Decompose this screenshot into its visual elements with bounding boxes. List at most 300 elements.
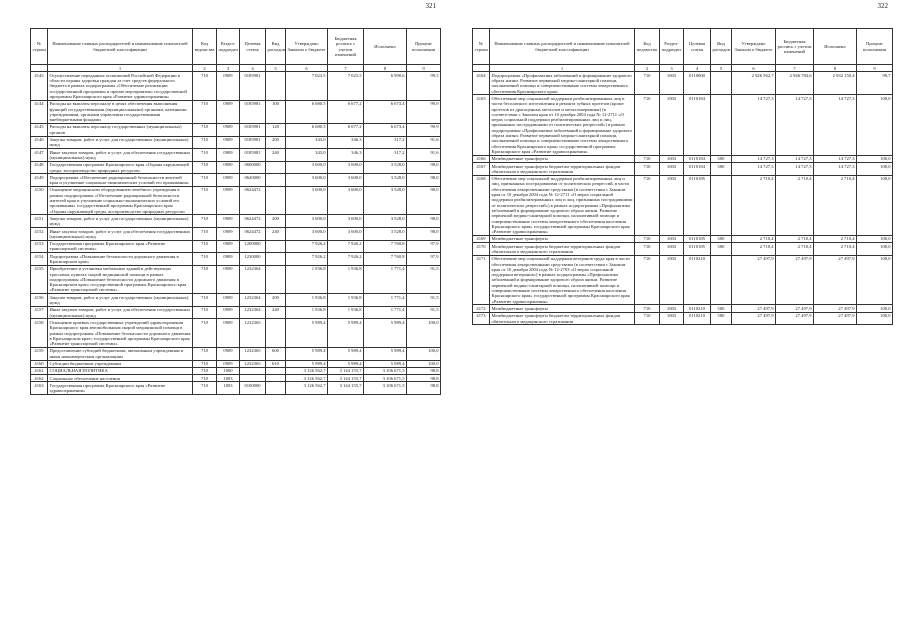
table-row bbox=[31, 382, 441, 395]
execution-percent: 99,5 bbox=[407, 72, 441, 100]
row-name: Государственная программа Красноярского края «Охрана окружающей среды, воспроизводство природных ресурсов» bbox=[48, 161, 193, 174]
row-name: Межбюджетные трансферты bbox=[490, 155, 635, 162]
table-row bbox=[473, 255, 893, 305]
row-name: Расходы на выплаты персоналу в целях обеспечения выполнения функций государственными (муниципальными) органами, казенными учреждениями, органами управления государственными внебюджетными фондами bbox=[48, 100, 193, 123]
executed-amount: 1 771,4 bbox=[364, 294, 407, 307]
budget-amount: 5 989,4 bbox=[328, 347, 364, 360]
approved-amount: 1 936,8 bbox=[286, 294, 328, 307]
budget-amount: 3 600,0 bbox=[328, 215, 364, 228]
table-row bbox=[473, 95, 893, 155]
target-item bbox=[240, 367, 266, 374]
executed-amount: 2 710,4 bbox=[814, 243, 857, 256]
column-index: 4 bbox=[240, 65, 266, 72]
row-name: Государственная программа Красноярского края «Развитие транспортной системы» bbox=[48, 240, 193, 253]
executed-amount: 7 760,8 bbox=[364, 240, 407, 253]
row-number: 4162 bbox=[31, 375, 48, 382]
target-item: 0620000 bbox=[240, 174, 266, 187]
budget-amount: 27 497,9 bbox=[776, 255, 814, 305]
row-number: 4153 bbox=[31, 240, 48, 253]
expense-type bbox=[711, 255, 732, 305]
approved-amount: 5 989,4 bbox=[286, 347, 328, 360]
dept-code: 710 bbox=[635, 255, 660, 305]
dept-code: 710 bbox=[635, 235, 660, 242]
column-header: Бюджетная роспись с учетом изменений bbox=[328, 29, 364, 65]
approved-amount: 3 126 562,7 bbox=[286, 375, 328, 382]
target-item: 0185981 bbox=[240, 100, 266, 123]
table-body bbox=[31, 72, 441, 395]
dept-code: 710 bbox=[193, 306, 217, 319]
dept-code: 710 bbox=[193, 72, 217, 100]
section-code: 1003 bbox=[660, 312, 684, 325]
column-index: 6 bbox=[732, 65, 776, 72]
column-index: 5 bbox=[266, 65, 286, 72]
executed-amount: 5 989,4 bbox=[364, 347, 407, 360]
approved-amount: 343,0 bbox=[286, 136, 328, 149]
target-item: 0185981 bbox=[240, 136, 266, 149]
budget-amount: 2 710,4 bbox=[776, 243, 814, 256]
executed-amount: 3 528,0 bbox=[364, 161, 407, 174]
section-code: 1003 bbox=[660, 175, 684, 235]
expense-type: 200 bbox=[266, 294, 286, 307]
target-item: 1230000 bbox=[240, 253, 266, 266]
expense-type: 200 bbox=[266, 215, 286, 228]
row-name: Осуществление переданных полномочий Российской Федерации в области охраны здоровья граждан за счет средств федерального бюджета в рамках подпрограммы «Обеспечение реализации государственной программы и прочие мероприятия» государственной программы Красноярского края «Развитие здравоохранения» bbox=[48, 72, 193, 100]
dept-code: 710 bbox=[193, 253, 217, 266]
approved-amount: 5 989,4 bbox=[286, 360, 328, 367]
section-code: 0909 bbox=[217, 265, 240, 293]
section-code: 0909 bbox=[217, 123, 240, 136]
section-code: 0909 bbox=[217, 149, 240, 162]
right-page bbox=[472, 2, 892, 325]
row-number: 4173 bbox=[473, 312, 490, 325]
section-code: 0909 bbox=[217, 215, 240, 228]
dept-code: 710 bbox=[193, 161, 217, 174]
approved-amount: 5 989,4 bbox=[286, 319, 328, 347]
approved-amount: 2 926 562,7 bbox=[732, 72, 776, 95]
table-row bbox=[31, 367, 441, 374]
expense-type bbox=[266, 186, 286, 214]
column-index: 4 bbox=[684, 65, 711, 72]
target-item: 0110185 bbox=[684, 235, 711, 242]
target-item: 1232365 bbox=[240, 319, 266, 347]
table-row bbox=[31, 375, 441, 382]
dept-code: 710 bbox=[635, 163, 660, 176]
section-code: 0909 bbox=[217, 100, 240, 123]
execution-percent: 97,9 bbox=[407, 253, 441, 266]
column-header: Исполнено bbox=[364, 29, 407, 65]
executed-amount: 6 673,4 bbox=[364, 100, 407, 123]
expense-type bbox=[266, 367, 286, 374]
execution-percent: 98,8 bbox=[407, 375, 441, 382]
row-number: 4147 bbox=[31, 149, 48, 162]
approved-amount: 2 710,4 bbox=[732, 175, 776, 235]
column-index: 6 bbox=[286, 65, 328, 72]
target-item: 0110210 bbox=[684, 312, 711, 325]
budget-amount: 5 989,4 bbox=[328, 360, 364, 367]
row-number: 4148 bbox=[31, 161, 48, 174]
target-item: 0110185 bbox=[684, 175, 711, 235]
budget-amount: 3 600,0 bbox=[328, 161, 364, 174]
row-number: 4163 bbox=[31, 382, 48, 395]
budget-amount: 3 600,0 bbox=[328, 174, 364, 187]
table-row bbox=[31, 319, 441, 347]
executed-amount: 5 989,4 bbox=[364, 360, 407, 367]
row-number: 4170 bbox=[473, 243, 490, 256]
table-row bbox=[31, 360, 441, 367]
executed-amount: 3 528,0 bbox=[364, 186, 407, 214]
executed-amount: 27 497,9 bbox=[814, 255, 857, 305]
execution-percent: 100,0 bbox=[407, 319, 441, 347]
row-number: 4166 bbox=[473, 155, 490, 162]
target-item: 0185981 bbox=[240, 123, 266, 136]
row-name: Социальное обеспечение населения bbox=[48, 375, 193, 382]
budget-amount: 3 144 155,7 bbox=[328, 382, 364, 395]
dept-code: 710 bbox=[193, 228, 217, 241]
target-item: 1232364 bbox=[240, 306, 266, 319]
execution-percent: 99,9 bbox=[407, 123, 441, 136]
column-header: Наименование главных распорядителей и наименование показателей бюджетной классификации bbox=[490, 29, 635, 65]
table-row bbox=[31, 100, 441, 123]
executed-amount: 27 497,9 bbox=[814, 312, 857, 325]
section-code: 0909 bbox=[217, 319, 240, 347]
expense-type: 240 bbox=[266, 306, 286, 319]
budget-amount: 1 936,8 bbox=[328, 265, 364, 293]
target-item: 0624472 bbox=[240, 228, 266, 241]
section-code: 0909 bbox=[217, 306, 240, 319]
expense-type bbox=[266, 161, 286, 174]
row-number: 4156 bbox=[31, 294, 48, 307]
dept-code: 710 bbox=[193, 215, 217, 228]
budget-amount: 14 727,3 bbox=[776, 95, 814, 155]
execution-percent: 98,0 bbox=[407, 161, 441, 174]
budget-amount: 3 600,0 bbox=[328, 186, 364, 214]
executed-amount: 7 760,8 bbox=[364, 253, 407, 266]
budget-table-right bbox=[472, 28, 893, 325]
approved-amount: 1 936,8 bbox=[286, 265, 328, 293]
row-name: Предоставление субсидий бюджетным, автономным учреждениям и иным некоммерческим организациям bbox=[48, 347, 193, 360]
row-number: 4149 bbox=[31, 174, 48, 187]
table-row bbox=[473, 163, 893, 176]
expense-type bbox=[711, 175, 732, 235]
table-row bbox=[31, 215, 441, 228]
column-index: 7 bbox=[776, 65, 814, 72]
budget-amount: 2 710,4 bbox=[776, 175, 814, 235]
target-item: 0110000 bbox=[684, 72, 711, 95]
row-name: Подпрограмма «Повышение безопасности дорожного движения в Красноярском крае» bbox=[48, 253, 193, 266]
approved-amount: 3 600,0 bbox=[286, 161, 328, 174]
executed-amount: 14 727,3 bbox=[814, 163, 857, 176]
section-code: 1003 bbox=[660, 235, 684, 242]
row-number: 4165 bbox=[473, 95, 490, 155]
execution-percent: 98,8 bbox=[407, 367, 441, 374]
target-item: 0100000 bbox=[240, 382, 266, 395]
dept-code: 710 bbox=[193, 100, 217, 123]
table-header-row bbox=[31, 29, 441, 65]
row-name: Государственная программа Красноярского края «Развитие здравоохранения» bbox=[48, 382, 193, 395]
row-number: 4155 bbox=[31, 265, 48, 293]
row-number: 4168 bbox=[473, 175, 490, 235]
budget-amount: 1 936,8 bbox=[328, 306, 364, 319]
executed-amount: 3 528,0 bbox=[364, 174, 407, 187]
column-header: № строки bbox=[473, 29, 490, 65]
approved-amount: 6 680,5 bbox=[286, 100, 328, 123]
table-row bbox=[31, 306, 441, 319]
row-number: 4161 bbox=[31, 367, 48, 374]
table-row bbox=[473, 305, 893, 312]
table-row bbox=[31, 123, 441, 136]
execution-percent: 98,0 bbox=[407, 174, 441, 187]
dept-code: 710 bbox=[193, 294, 217, 307]
row-name: Обеспечение мер социальной поддержки реабилитированных лиц и лиц, признанных пострадавшими от политических репрессий, в части обеспечения лекарственными средствами (в соответствии с Законом края от 10 декабря 2004 года № 12-2711 «О мерах социальной поддержки реабилитированных лиц и лиц, признанных пострадавшими от политических репрессий») в рамках подпрограммы «Профилактика заболеваний и формирование здорового образа жизни. Развитие первичной медико-санитарной помощи, паллиативной помощи и совершенствование системы лекарственного обеспечения населения Красноярского края» государственной программы Красноярского края «Развитие здравоохранения» bbox=[490, 175, 635, 235]
row-name: Оснащение медицинским оборудованием лечебного учреждения в рамках подпрограммы «Обеспечение радиационной безопасности жителей края и улучшение социально-экономических условий его проживания» государственной программы Красноярского края «Охрана окружающей среды, воспроизводство природных ресурсов» bbox=[48, 186, 193, 214]
executed-amount: 3 528,0 bbox=[364, 228, 407, 241]
budget-amount: 14 727,3 bbox=[776, 163, 814, 176]
column-index bbox=[473, 65, 490, 72]
executed-amount: 3 528,0 bbox=[364, 215, 407, 228]
approved-amount: 7 926,2 bbox=[286, 253, 328, 266]
section-code: 0909 bbox=[217, 161, 240, 174]
section-code: 0909 bbox=[217, 174, 240, 187]
approved-amount: 3 600,0 bbox=[286, 186, 328, 214]
dept-code: 710 bbox=[635, 243, 660, 256]
executed-amount: 3 106 671,5 bbox=[364, 382, 407, 395]
executed-amount: 1 771,4 bbox=[364, 265, 407, 293]
approved-amount: 3 600,0 bbox=[286, 228, 328, 241]
column-index: 1 bbox=[48, 65, 193, 72]
table-index-row bbox=[473, 65, 893, 72]
execution-percent: 98,0 bbox=[407, 228, 441, 241]
row-name: Оснащение краевых государственных учреждений здравоохранения Красноярского края автомобильным скорой медицинской помощи в рамках подпрограммы «Повышение безопасности дорожного движения в Красноярском крае» государственной программы Красноярского края «Развитие транспортной системы» bbox=[48, 319, 193, 347]
executed-amount: 14 727,3 bbox=[814, 155, 857, 162]
section-code: 1003 bbox=[660, 255, 684, 305]
row-number: 4158 bbox=[31, 319, 48, 347]
dept-code: 710 bbox=[635, 305, 660, 312]
expense-type bbox=[266, 174, 286, 187]
target-item: 1232365 bbox=[240, 360, 266, 367]
approved-amount: 7 023,5 bbox=[286, 72, 328, 100]
section-code: 0909 bbox=[217, 253, 240, 266]
row-number: 4169 bbox=[473, 235, 490, 242]
dept-code: 710 bbox=[635, 175, 660, 235]
column-header: Утверждено Законом о бюджете bbox=[286, 29, 328, 65]
dept-code: 710 bbox=[193, 149, 217, 162]
column-header: Код ведомства bbox=[193, 29, 217, 65]
approved-amount: 3 600,0 bbox=[286, 174, 328, 187]
budget-amount: 3 144 155,7 bbox=[328, 367, 364, 374]
target-item: 0110184 bbox=[684, 163, 711, 176]
column-index: 5 bbox=[711, 65, 732, 72]
row-name: Закупка товаров, работ и услуг для государственных (муниципальных) нужд bbox=[48, 294, 193, 307]
row-number: 4145 bbox=[31, 123, 48, 136]
target-item: 0110184 bbox=[684, 155, 711, 162]
budget-amount: 3 144 155,7 bbox=[328, 375, 364, 382]
section-code: 1003 bbox=[660, 95, 684, 155]
column-header: Вид расходов bbox=[266, 29, 286, 65]
table-row bbox=[473, 155, 893, 162]
column-index: 2 bbox=[193, 65, 217, 72]
budget-amount: 7 023,5 bbox=[328, 72, 364, 100]
execution-percent: 100,0 bbox=[407, 347, 441, 360]
dept-code: 710 bbox=[193, 382, 217, 395]
expense-type bbox=[266, 253, 286, 266]
budget-amount: 2 710,4 bbox=[776, 235, 814, 242]
expense-type bbox=[266, 240, 286, 253]
approved-amount: 27 497,9 bbox=[732, 312, 776, 325]
left-page bbox=[30, 2, 440, 395]
dept-code: 710 bbox=[193, 360, 217, 367]
dept-code: 710 bbox=[193, 347, 217, 360]
dept-code: 710 bbox=[193, 375, 217, 382]
column-index: 8 bbox=[364, 65, 407, 72]
row-name: Иные закупки товаров, работ и услуг для обеспечения государственных (муниципальных) нужд bbox=[48, 306, 193, 319]
table-row bbox=[31, 265, 441, 293]
row-number: 4157 bbox=[31, 306, 48, 319]
table-index-row bbox=[31, 65, 441, 72]
row-name: Межбюджетные трансферты bbox=[490, 305, 635, 312]
section-code: 0909 bbox=[217, 228, 240, 241]
budget-amount: 27 497,9 bbox=[776, 305, 814, 312]
column-header: Процент исполнения bbox=[857, 29, 893, 65]
approved-amount: 14 727,3 bbox=[732, 95, 776, 155]
expense-type bbox=[711, 72, 732, 95]
table-row bbox=[31, 161, 441, 174]
executed-amount: 2 710,4 bbox=[814, 175, 857, 235]
section-code: 1003 bbox=[660, 243, 684, 256]
column-index: 3 bbox=[660, 65, 684, 72]
expense-type: 240 bbox=[266, 228, 286, 241]
executed-amount: 3 106 671,5 bbox=[364, 375, 407, 382]
execution-percent: 100,0 bbox=[857, 163, 893, 176]
expense-type bbox=[266, 319, 286, 347]
row-name: Межбюджетные трансферты bbox=[490, 235, 635, 242]
expense-type: 200 bbox=[266, 136, 286, 149]
table-row bbox=[31, 294, 441, 307]
dept-code: 710 bbox=[635, 155, 660, 162]
dept-code: 710 bbox=[193, 186, 217, 214]
executed-amount: 5 989,4 bbox=[364, 319, 407, 347]
expense-type: 580 bbox=[711, 312, 732, 325]
execution-percent: 100,0 bbox=[857, 175, 893, 235]
executed-amount: 2 932 150,4 bbox=[814, 72, 857, 95]
executed-amount: 1 771,4 bbox=[364, 306, 407, 319]
column-header: Раздел-подраздел bbox=[217, 29, 240, 65]
column-index: 9 bbox=[857, 65, 893, 72]
row-number: 4167 bbox=[473, 163, 490, 176]
column-header: Наименование главных распорядителей и наименование показателей бюджетной классификации bbox=[48, 29, 193, 65]
execution-percent: 91,5 bbox=[407, 265, 441, 293]
execution-percent: 97,9 bbox=[407, 240, 441, 253]
approved-amount: 6 680,5 bbox=[286, 123, 328, 136]
expense-type bbox=[266, 72, 286, 100]
row-name: Субсидии бюджетным учреждениям bbox=[48, 360, 193, 367]
section-code: 0909 bbox=[217, 186, 240, 214]
execution-percent: 98,8 bbox=[407, 382, 441, 395]
target-item: 0110185 bbox=[684, 243, 711, 256]
table-body bbox=[473, 72, 893, 325]
target-item: 1232364 bbox=[240, 294, 266, 307]
budget-amount: 1 936,8 bbox=[328, 294, 364, 307]
approved-amount: 14 727,3 bbox=[732, 163, 776, 176]
dept-code: 710 bbox=[193, 174, 217, 187]
section-code: 1003 bbox=[217, 375, 240, 382]
budget-amount: 6 677,2 bbox=[328, 123, 364, 136]
expense-type: 500 bbox=[711, 235, 732, 242]
target-item: 0110210 bbox=[684, 305, 711, 312]
execution-percent: 100,0 bbox=[857, 305, 893, 312]
executed-amount: 317,2 bbox=[364, 149, 407, 162]
approved-amount: 14 727,3 bbox=[732, 155, 776, 162]
execution-percent: 100,0 bbox=[857, 155, 893, 162]
expense-type: 120 bbox=[266, 123, 286, 136]
table-row bbox=[31, 174, 441, 187]
row-number: 4160 bbox=[31, 360, 48, 367]
execution-percent: 100,0 bbox=[857, 312, 893, 325]
expense-type: 240 bbox=[266, 149, 286, 162]
row-number: 4150 bbox=[31, 186, 48, 214]
expense-type bbox=[266, 382, 286, 395]
column-header: Целевая статья bbox=[240, 29, 266, 65]
executed-amount: 14 727,3 bbox=[814, 95, 857, 155]
expense-type: 100 bbox=[266, 100, 286, 123]
row-name: СОЦИАЛЬНАЯ ПОЛИТИКА bbox=[48, 367, 193, 374]
approved-amount: 27 497,9 bbox=[732, 305, 776, 312]
table-row bbox=[31, 228, 441, 241]
table-row bbox=[31, 253, 441, 266]
table-header-row bbox=[473, 29, 893, 65]
approved-amount: 343,0 bbox=[286, 149, 328, 162]
column-index: 2 bbox=[635, 65, 660, 72]
column-index bbox=[31, 65, 48, 72]
dept-code: 710 bbox=[193, 367, 217, 374]
column-header: Раздел-подраздел bbox=[660, 29, 684, 65]
expense-type: 500 bbox=[711, 155, 732, 162]
target-item: 0110210 bbox=[684, 255, 711, 305]
section-code: 1003 bbox=[660, 163, 684, 176]
expense-type: 580 bbox=[711, 163, 732, 176]
column-header: Вид расходов bbox=[711, 29, 732, 65]
table-row bbox=[31, 136, 441, 149]
executed-amount: 6 673,4 bbox=[364, 123, 407, 136]
execution-percent: 100,0 bbox=[857, 95, 893, 155]
execution-percent: 91,6 bbox=[407, 149, 441, 162]
target-item: 0624472 bbox=[240, 186, 266, 214]
expense-type: 580 bbox=[711, 243, 732, 256]
row-name: Межбюджетные трансферты бюджетам территориальных фондов обязательного медицинского страхования bbox=[490, 243, 635, 256]
table-row bbox=[31, 72, 441, 100]
row-number: 4154 bbox=[31, 253, 48, 266]
row-name: Приобретение и установка мобильных зданий в действующих трассовых пунктах скорой медицинской помощи в рамках подпрограммы «Повышение безопасности дорожного движения в Красноярском крае» государственной программы Красноярского края «Развитие транспортной системы» bbox=[48, 265, 193, 293]
column-header: Процент исполнения bbox=[407, 29, 441, 65]
dept-code: 710 bbox=[193, 136, 217, 149]
row-name: Обеспечение мер социальной поддержки реабилитированных лиц в части бесплатного изготовления и ремонта зубных протезов (кроме протезов из драгоценных металлов и металлокерамики) (в соответствии с Законом края от 10 декабря 2004 года № 12-2711 «О мерах социальной поддержки реабилитированных лиц и лиц, признанных пострадавшими от политических репрессий») в рамках подпрограммы «Профилактика заболеваний и формирование здорового образа жизни. Развитие первичной медико-санитарной помощи, паллиативной помощи и совершенствование системы лекарственного обеспечения Красноярского края» государственной программы Красноярского края «Развитие здравоохранения» bbox=[490, 95, 635, 155]
column-header: Исполнено bbox=[814, 29, 857, 65]
budget-amount: 6 677,2 bbox=[328, 100, 364, 123]
table-row bbox=[31, 347, 441, 360]
column-index: 7 bbox=[328, 65, 364, 72]
target-item: 0110184 bbox=[684, 95, 711, 155]
row-name: Иные закупки товаров, работ и услуг для обеспечения государственных (муниципальных) нужд bbox=[48, 228, 193, 241]
section-code: 1000 bbox=[217, 367, 240, 374]
target-item: 1232365 bbox=[240, 347, 266, 360]
expense-type bbox=[266, 265, 286, 293]
dept-code: 710 bbox=[193, 123, 217, 136]
approved-amount: 2 710,4 bbox=[732, 235, 776, 242]
row-name: Иные закупки товаров, работ и услуг для обеспечения государственных (муниципальных) нужд bbox=[48, 149, 193, 162]
section-code: 0909 bbox=[217, 347, 240, 360]
section-code: 0909 bbox=[217, 72, 240, 100]
expense-type: 610 bbox=[266, 360, 286, 367]
row-name: Закупка товаров, работ и услуг для государственных (муниципальных) нужд bbox=[48, 136, 193, 149]
